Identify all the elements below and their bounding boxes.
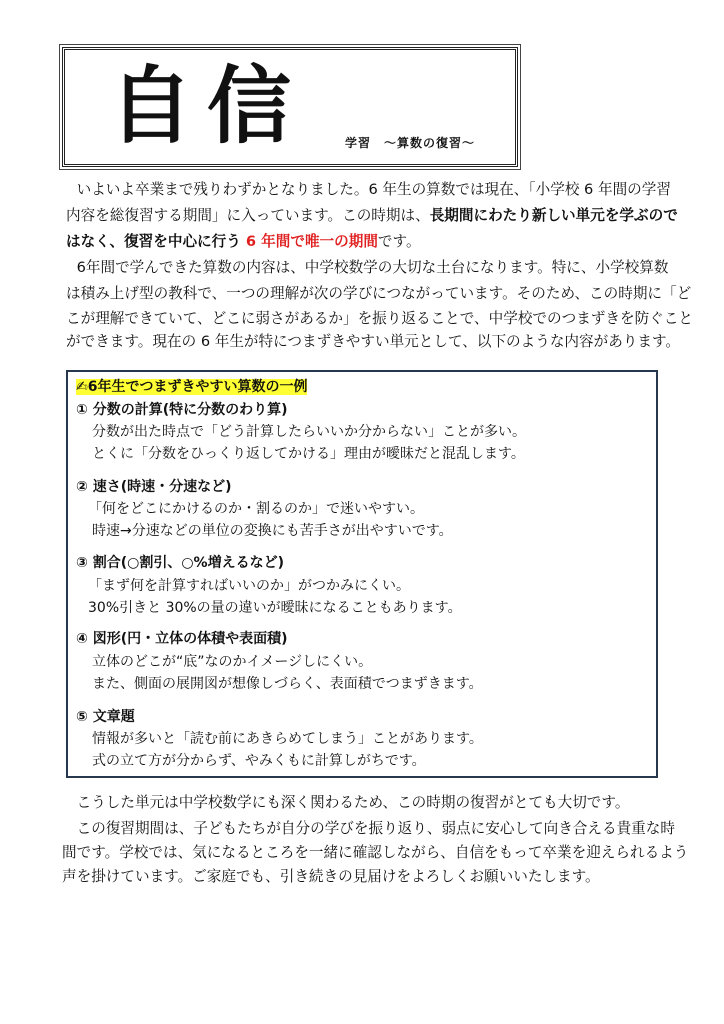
intro-line: は積み上げ型の教科で、一つの理解が次の学びにつながっています。そのため、この時期に「ど [66,285,692,302]
intro-line: いよいよ卒業まで残りわずかとなりました。6 年生の算数では現在、「小学校 6 年間の学習 [62,181,671,198]
closing-line: 間です。学校では、気になるところを一緒に確認しながら、自信をもって卒業を迎えられるよう [62,844,689,861]
intro-line [66,232,421,252]
closing-line: こうした単元は中学校数学にも深く関わるため、この時期の復習がとても大切です。 [62,794,630,811]
intro-bold-text: はなく、復習を中心に行う [66,233,246,250]
item-heading: ② 速さ(時速・分速など) [76,479,232,495]
item-line: 「まず何を計算すればいいのか」がつかみにくい。 [88,578,410,594]
intro-bold-text: 長期間にわたり新しい単元を学ぶので [429,207,678,224]
writing-hand-icon: ✍ [76,379,88,395]
item-line: 情報が多いと「読む前にあきらめてしまう」ことがあります。 [92,731,483,747]
box-title [76,377,307,397]
intro-line: こが理解できていて、どこに弱さがあるか」を振り返ることで、中学校でのつまずきを防ぐこと [66,310,693,327]
closing-line: この復習期間は、子どもたちが自分の学びを振り返り、弱点に安心して向き合える貴重な時 [62,820,675,837]
intro-line: 6年間で学んできた算数の内容は、中学校数学の大切な土台になります。特に、小学校算数 [62,259,669,276]
newsletter-header [62,47,518,167]
closing-line: 声を掛けています。ご家庭でも、引き続きの見届けをよろしくお願いいたします。 [62,868,600,885]
item-heading: ① 分数の計算(特に分数のわり算) [76,402,288,418]
item-line: 30%引きと 30%の量の違いが曖昧になることもあります。 [88,600,462,616]
item-line: 立体のどこが“底”なのかイメージしにくい。 [92,654,373,670]
item-line: 時速→分速などの単位の変換にも苦手さが出やすいです。 [92,523,453,539]
item-line: 分数が出た時点で「どう計算したらいいか分からない」ことが多い。 [92,424,526,440]
item-line: 式の立て方が分からず、やみくもに計算しがちです。 [92,753,426,769]
intro-text: です。 [377,233,421,250]
item-heading: ④ 図形(円・立体の体積や表面積) [76,631,288,647]
item-line: とくに「分数をひっくり返してかける」理由が曖昧だと混乱します。 [92,446,525,462]
intro-line [66,206,678,226]
header-title: 自信 [109,56,306,155]
item-line: 「何をどこにかけるのか・割るのか」で迷いやすい。 [88,501,424,517]
item-heading: ③ 割合(○割引、○%増えるなど) [76,555,284,571]
header-subtitle: 学習 ～算数の復習～ [345,136,476,150]
item-line: また、側面の展開図が想像しづらく、表面積でつまずきます。 [92,676,483,692]
intro-text: 内容を総復習する期間」に入っています。この時期は、 [66,207,430,224]
item-heading: ⑤ 文章題 [76,709,135,725]
intro-line: ができます。現在の 6 年生が特につまずきやすい単元として、以下のような内容があります。 [66,333,680,350]
box-title-text: 6年生でつまずきやすい算数の一例 [87,379,308,395]
intro-emphasis-text: 6 年間で唯一の期間 [245,233,378,250]
examples-box [66,370,658,778]
